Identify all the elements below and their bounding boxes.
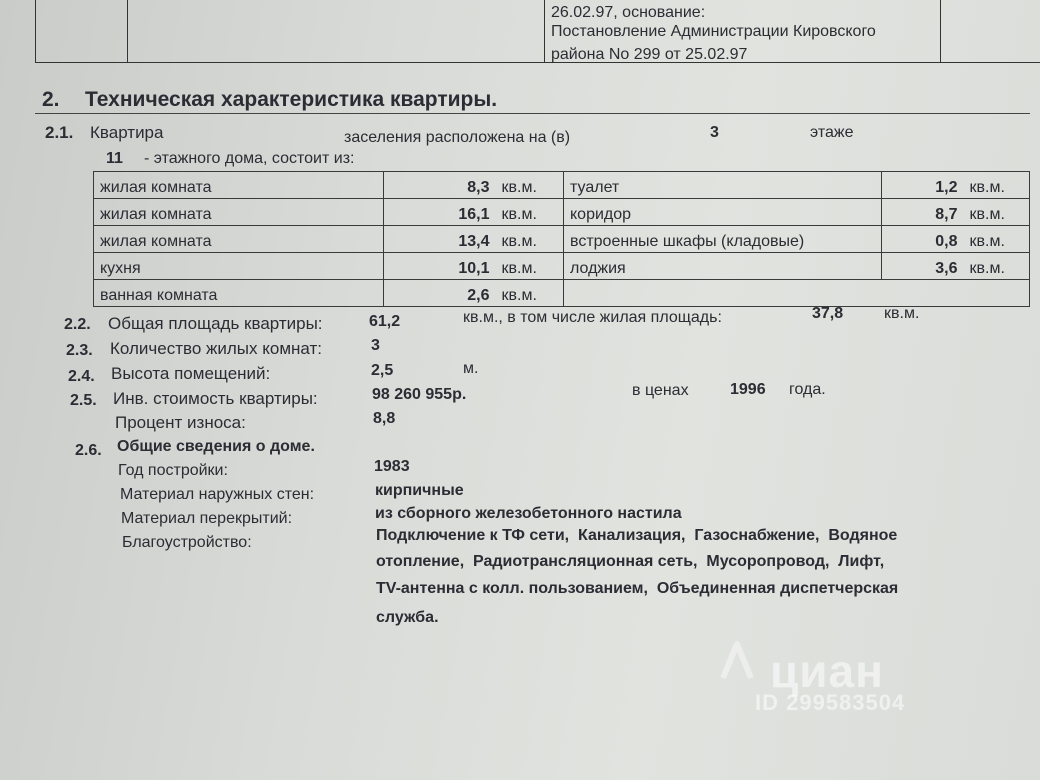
room-area: 1,2 — [882, 172, 960, 199]
room-name: встроенные шкафы (кладовые) — [564, 226, 882, 253]
cost-label: Инв. стоимость квартиры: — [113, 389, 318, 408]
rooms-count-value: 3 — [371, 337, 380, 354]
area-living: 37,8 — [812, 305, 844, 322]
room-area: 2,6 — [384, 280, 492, 307]
rooms-count-num: 2.3. — [66, 342, 93, 359]
rooms-count-label: Количество жилых комнат: — [110, 339, 322, 358]
apartment-floor-label: этаже — [810, 124, 854, 141]
apartment-num: 2.1. — [45, 123, 74, 142]
area-total: 61,2 — [369, 313, 401, 330]
house-floors-text: - этажного дома, состоит из: — [144, 150, 355, 167]
room-area: 0,8 — [882, 226, 960, 253]
height-value: 2,5 — [371, 362, 394, 379]
rooms-table — [93, 171, 1030, 307]
house-floors-value: из сборного железобетонного настила — [375, 505, 682, 522]
top-table-border-col1 — [127, 0, 128, 63]
house-year-value: 1983 — [374, 458, 410, 475]
house-year-label: Год постройки: — [118, 462, 228, 479]
room-unit: кв.м. — [492, 199, 564, 226]
room-unit: кв.м. — [492, 226, 564, 253]
top-table-border-col2 — [544, 0, 545, 63]
room-area: 3,6 — [882, 253, 960, 280]
apartment-label: Квартира — [90, 123, 164, 142]
height-unit: м. — [463, 360, 479, 377]
house-amenities-label: Благоустройство: — [122, 534, 252, 551]
top-line-3: района No 299 от 25.02.97 — [551, 46, 748, 63]
apartment-settlement: заселения расположена на (в) — [344, 129, 571, 146]
cost-year-suffix: года. — [789, 381, 826, 398]
top-line-1: 26.02.97, основание: — [551, 4, 706, 21]
house-amenities-line-3: TV-антенна с колл. пользованием, Объединенная диспетчерская — [376, 580, 899, 597]
room-unit: кв.м. — [960, 253, 1030, 280]
room-unit: кв.м. — [492, 172, 564, 199]
area-label: Общая площадь квартиры: — [108, 314, 323, 333]
table-row — [94, 172, 1030, 199]
table-row — [94, 199, 1030, 226]
table-row — [94, 226, 1030, 253]
top-table-border-left — [35, 0, 36, 63]
room-name: ванная комната — [94, 280, 384, 307]
cian-logo-icon — [720, 638, 754, 682]
room-name: лоджия — [564, 253, 882, 280]
table-row — [94, 253, 1030, 280]
wear-label: Процент износа: — [115, 413, 246, 432]
room-unit: кв.м. — [492, 280, 564, 307]
room-unit: кв.м. — [960, 199, 1030, 226]
watermark-brand: циан — [770, 645, 884, 697]
height-num: 2.4. — [68, 368, 95, 385]
room-unit: кв.м. — [960, 172, 1030, 199]
cost-prices-label: в ценах — [632, 382, 689, 399]
room-name: жилая комната — [94, 172, 384, 199]
house-walls-label: Материал наружных стен: — [120, 486, 315, 503]
cost-year: 1996 — [730, 381, 766, 398]
house-amenities-line-1: Подключение к ТФ сети, Канализация, Газоснабжение, Водяное — [376, 527, 898, 544]
room-area: 8,3 — [384, 172, 492, 199]
apartment-floor: 3 — [710, 124, 719, 141]
top-table-bottom-border — [35, 62, 1040, 63]
wear-value: 8,8 — [373, 410, 396, 427]
cost-value: 98 260 955р. — [372, 386, 467, 403]
area-num: 2.2. — [64, 316, 91, 333]
room-area: 16,1 — [384, 199, 492, 226]
room-unit: кв.м. — [960, 226, 1030, 253]
house-num: 2.6. — [75, 442, 102, 459]
table-row — [94, 280, 1030, 307]
room-name: туалет — [564, 172, 882, 199]
top-table-border-col3 — [940, 0, 941, 63]
area-mid-text: кв.м., в том числе жилая площадь: — [463, 309, 722, 326]
room-area: 13,4 — [384, 226, 492, 253]
room-unit: кв.м. — [492, 253, 564, 280]
section-rule — [35, 113, 1030, 114]
house-walls-value: кирпичные — [375, 482, 464, 499]
house-floors-label: Материал перекрытий: — [121, 510, 293, 527]
section-title: Техническая характеристика квартиры. — [85, 88, 498, 111]
room-name: коридор — [564, 199, 882, 226]
house-title: Общие сведения о доме. — [117, 438, 315, 455]
room-area: 8,7 — [882, 199, 960, 226]
section-number: 2. — [42, 88, 60, 111]
house-floors: 11 — [106, 150, 123, 167]
height-label: Высота помещений: — [111, 364, 271, 383]
room-name: жилая комната — [94, 199, 384, 226]
house-amenities-line-2: отопление, Радиотрансляционная сеть, Мусоропровод, Лифт, — [376, 553, 885, 570]
watermark-id: ID 299583504 — [755, 690, 906, 715]
top-line-2: Постановление Администрации Кировского — [551, 23, 876, 40]
cost-num: 2.5. — [70, 392, 97, 409]
room-name — [564, 280, 1030, 307]
area-unit: кв.м. — [884, 305, 920, 322]
room-name: жилая комната — [94, 226, 384, 253]
house-amenities-line-4: служба. — [376, 609, 439, 626]
room-name: кухня — [94, 253, 384, 280]
room-area: 10,1 — [384, 253, 492, 280]
